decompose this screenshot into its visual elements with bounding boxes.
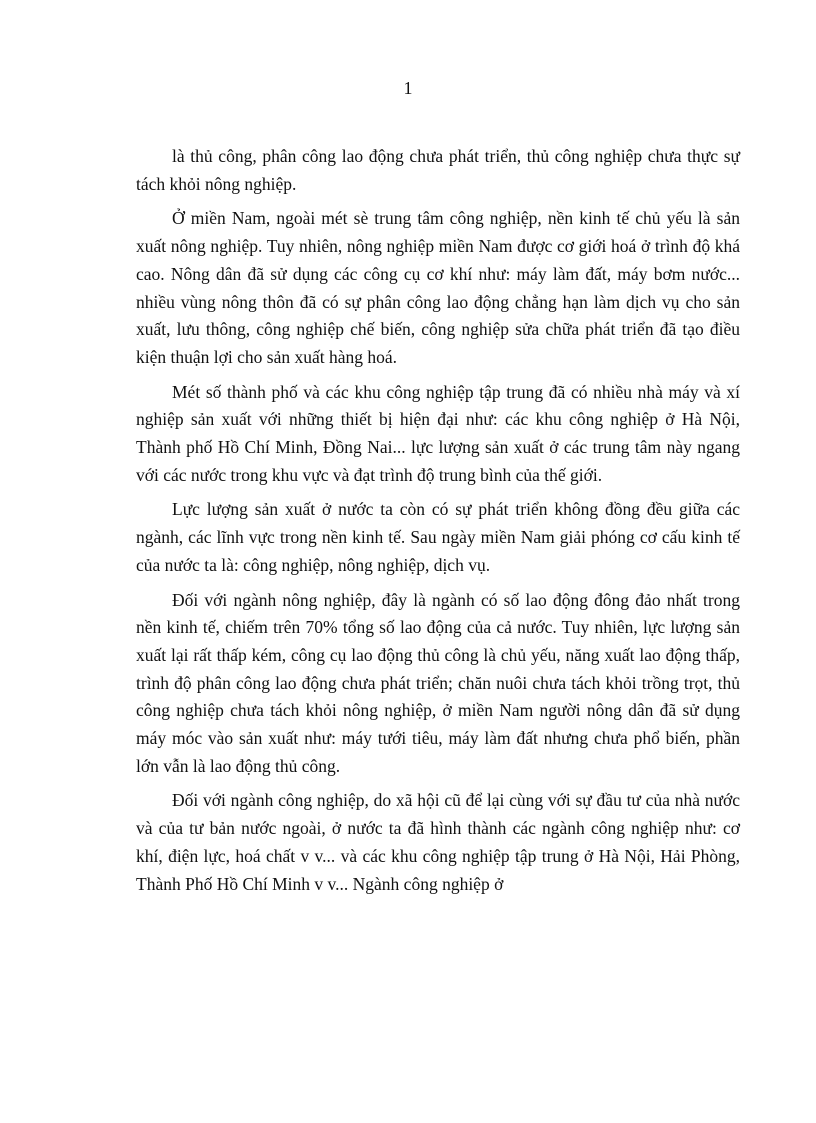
paragraph: Đối với ngành nông nghiệp, đây là ngành có số lao động đông đảo nhất trong nền kinh tế, chiếm trên 70% tổng số lao động của cả nước. Tuy nhiên, lực lượng sản xuất lại rất thấp kém, công cụ lao động thủ công là chủ yếu, năng xuất lao động thấp, trình độ phân công lao động chưa phát triển; chăn nuôi chưa tách khỏi trồng trọt, thủ công nghiệp chưa tách khỏi nông nghiệp, ở miền Nam người nông dân đã sử dụng máy móc vào sản xuất như: máy tưới tiêu, máy làm đất nhưng chưa phổ biến, phần lớn vẫn là lao động thủ công. bbox=[136, 589, 740, 776]
body-text bbox=[136, 143, 740, 905]
paragraph: Ở miền Nam, ngoài mét sè trung tâm công nghiệp, nền kinh tế chủ yếu là sản xuất nông nghiệp. Tuy nhiên, nông nghiệp miền Nam được cơ giới hoá ở trình độ khá cao. Nông dân đã sử dụng các công cụ cơ khí như: máy làm đất, máy bơm nước... nhiều vùng nông thôn đã có sự phân công lao động chẳng hạn làm dịch vụ cho sản xuất, lưu thông, công nghiệp chế biến, công nghiệp sửa chữa phát triển đã tạo điều kiện thuận lợi cho sản xuất hàng hoá. bbox=[136, 208, 740, 367]
paragraph: Lực lượng sản xuất ở nước ta còn có sự phát triển không đồng đều giữa các ngành, các lĩnh vực trong nền kinh tế. Sau ngày miền Nam giải phóng cơ cấu kinh tế của nước ta là: công nghiệp, nông nghiệp, dịch vụ. bbox=[136, 499, 740, 575]
paragraph: là thủ công, phân công lao động chưa phát triển, thủ công nghiệp chưa thực sự tách khỏi nông nghiệp. bbox=[136, 146, 740, 194]
paragraph: Mét số thành phố và các khu công nghiệp tập trung đã có nhiều nhà máy và xí nghiệp sản xuất với những thiết bị hiện đại như: các khu công nghiệp ở Hà Nội, Thành phố Hồ Chí Minh, Đồng Nai... lực lượng sản xuất ở các trung tâm này ngang với các nước trong khu vực và đạt trình độ trung bình của thế giới. bbox=[136, 381, 740, 485]
page-number: 1 bbox=[403, 78, 413, 98]
paragraph: Đối với ngành công nghiệp, do xã hội cũ để lại cùng với sự đầu tư của nhà nước và của tư bản nước ngoài, ở nước ta đã hình thành các ngành công nghiệp như: cơ khí, điện lực, hoá chất v v... và các khu công nghiệp tập trung ở Hà Nội, Hải Phòng, Thành Phố Hồ Chí Minh v v... Ngành công nghiệp ở bbox=[136, 790, 740, 894]
